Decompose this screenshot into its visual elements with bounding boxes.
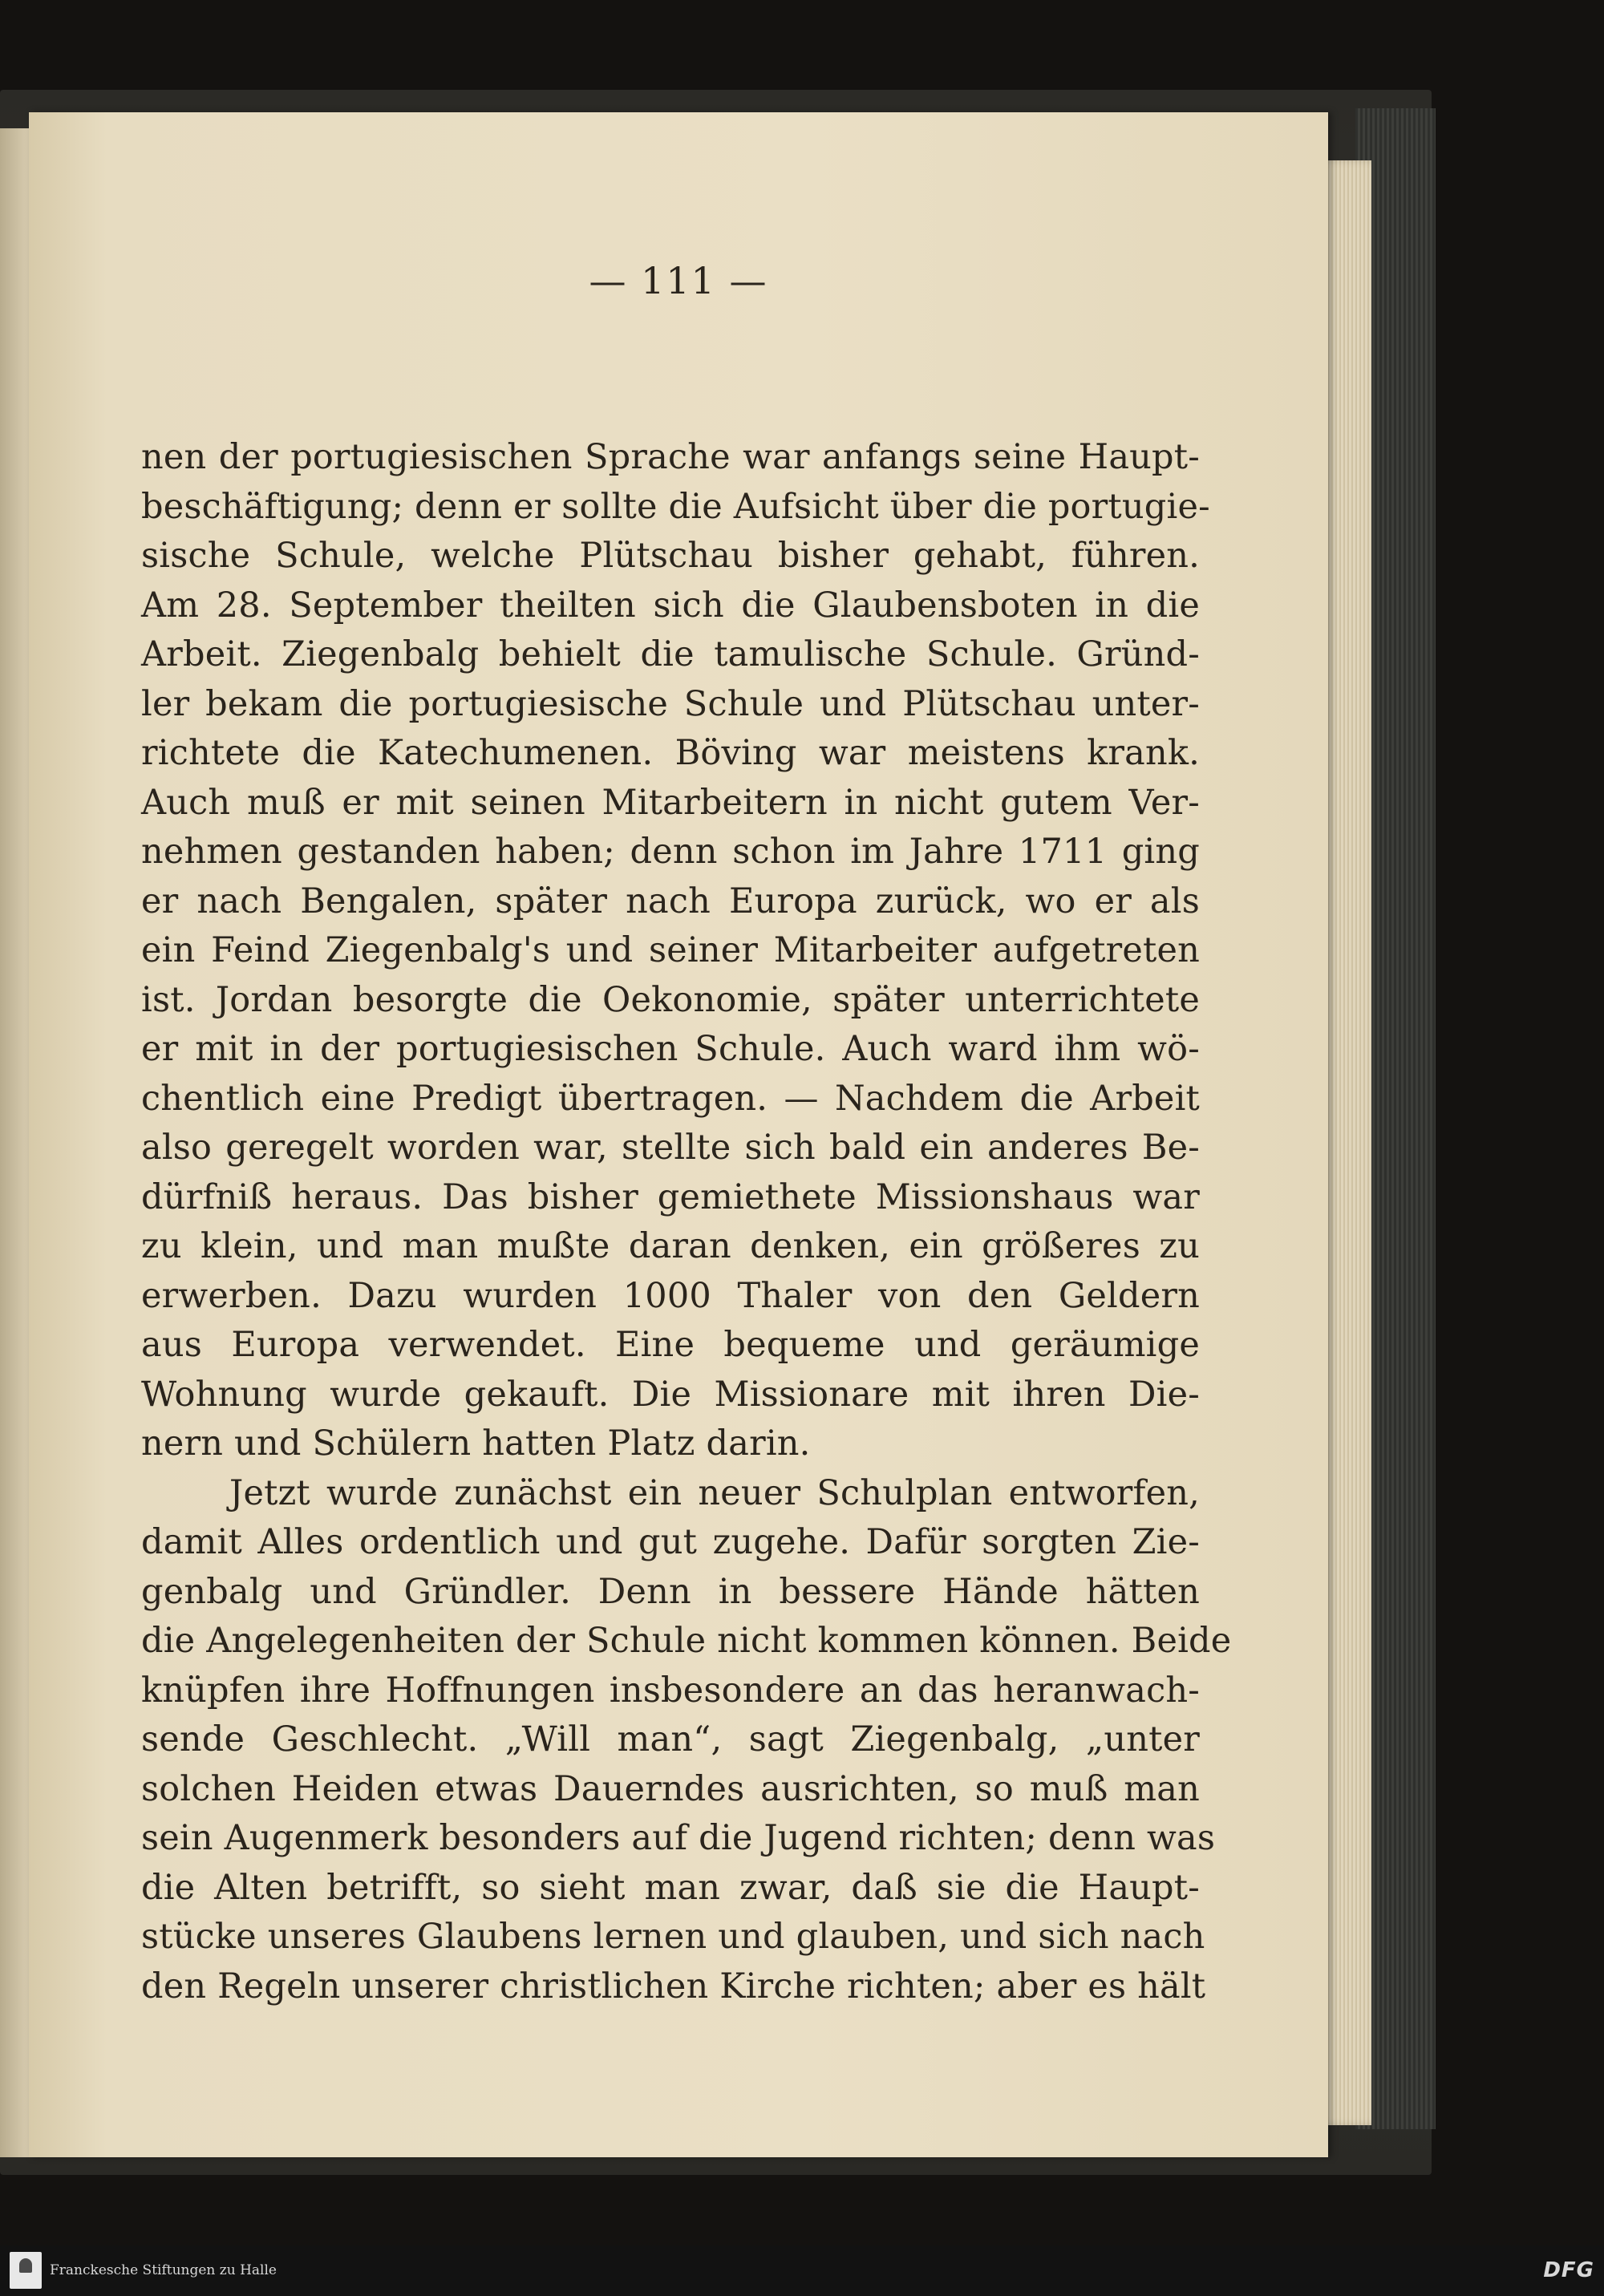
text-line: ler bekam die portugiesische Schule und Plütschau unter- bbox=[141, 683, 1200, 724]
text-line: knüpfen ihre Hoffnungen insbesondere an das heranwach- bbox=[141, 1670, 1200, 1711]
text-line: genbalg und Gründler. Denn in bessere Hände hätten bbox=[141, 1571, 1200, 1612]
text-line: die Angelegenheiten der Schule nicht kommen können. Beide bbox=[141, 1621, 1232, 1661]
text-line: also geregelt worden war, stellte sich bald ein anderes Be- bbox=[141, 1128, 1200, 1168]
text-line: chentlich eine Predigt übertragen. — Nachdem die Arbeit bbox=[141, 1078, 1200, 1119]
text-line: nen der portugiesischen Sprache war anfangs seine Haupt- bbox=[141, 437, 1200, 477]
text-line: nern und Schülern hatten Platz darin. bbox=[141, 1423, 811, 1464]
text-line: sein Augenmerk besonders auf die Jugend richten; denn was bbox=[141, 1818, 1216, 1858]
dfg-logo: DFG bbox=[1543, 2258, 1594, 2282]
text-line: ist. Jordan besorgte die Oekonomie, später unterrichtete bbox=[141, 979, 1200, 1020]
text-line: nehmen gestanden haben; denn schon im Jahre 1711 ging bbox=[141, 832, 1200, 872]
text-line: damit Alles ordentlich und gut zugehe. Dafür sorgten Zie- bbox=[141, 1522, 1200, 1562]
text-line: Jetzt wurde zunächst ein neuer Schulplan entworfen, bbox=[229, 1472, 1200, 1513]
text-line: Am 28. September theilten sich die Glaubensboten in die bbox=[141, 585, 1200, 626]
page-number: — 111 — bbox=[589, 259, 768, 302]
text-line: aus Europa verwendet. Eine bequeme und geräumige bbox=[141, 1325, 1200, 1365]
left-page-edge bbox=[0, 128, 29, 2157]
text-line: die Alten betrifft, so sieht man zwar, daß sie die Haupt- bbox=[141, 1867, 1200, 1908]
text-line: Auch muß er mit seinen Mitarbeitern in nicht gutem Ver- bbox=[141, 782, 1200, 823]
text-line: beschäftigung; denn er sollte die Aufsicht über die portugie- bbox=[141, 486, 1210, 527]
text-line: er nach Bengalen, später nach Europa zurück, wo er als bbox=[141, 881, 1200, 921]
text-line: Arbeit. Ziegenbalg behielt die tamulische Schule. Gründ- bbox=[141, 634, 1200, 674]
institution-logo-icon bbox=[10, 2252, 42, 2289]
text-line: richtete die Katechumenen. Böving war meistens krank. bbox=[141, 733, 1200, 773]
book-page bbox=[29, 112, 1328, 2157]
text-line: ein Feind Ziegenbalg's und seiner Mitarbeiter aufgetreten bbox=[141, 930, 1200, 970]
text-line: sische Schule, welche Plütschau bisher gehabt, führen. bbox=[141, 536, 1200, 576]
page-body-text bbox=[141, 433, 1232, 2011]
text-line: solchen Heiden etwas Dauerndes ausrichten, so muß man bbox=[141, 1768, 1200, 1809]
text-line: Wohnung wurde gekauft. Die Missionare mit ihren Die- bbox=[141, 1374, 1200, 1415]
text-line: erwerben. Dazu wurden 1000 Thaler von den Geldern bbox=[141, 1275, 1200, 1316]
text-line: zu klein, und man mußte daran denken, ein größeres zu bbox=[141, 1226, 1200, 1266]
text-line: stücke unseres Glaubens lernen und glauben, und sich nach bbox=[141, 1917, 1205, 1957]
text-line: den Regeln unserer christlichen Kirche richten; aber es hält bbox=[141, 1966, 1206, 2006]
viewer-footer bbox=[0, 2245, 1604, 2296]
text-line: er mit in der portugiesischen Schule. Auch ward ihm wö- bbox=[141, 1029, 1200, 1069]
text-line: dürfniß heraus. Das bisher gemiethete Missionshaus war bbox=[141, 1176, 1200, 1217]
text-line: sende Geschlecht. „Will man“, sagt Ziegenbalg, „unter bbox=[141, 1719, 1200, 1759]
institution-name: Franckesche Stiftungen zu Halle bbox=[50, 2262, 277, 2278]
